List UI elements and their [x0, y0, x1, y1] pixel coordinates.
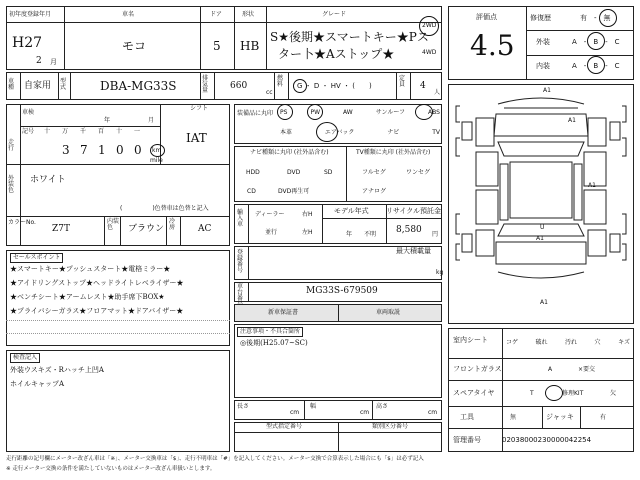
equip-pw: PW: [310, 109, 321, 116]
era-year: H27: [12, 35, 43, 51]
navi-dvd: DVD: [287, 169, 301, 176]
spare-tire-label: スペアタイヤ: [453, 389, 495, 397]
inspection-month-unit: 月: [148, 117, 155, 124]
sales-points-label: セールスポイント: [10, 253, 63, 263]
car-diagram: [448, 84, 634, 324]
exterior-grade-label: 外装: [536, 38, 550, 46]
kg-unit: kg: [436, 269, 444, 276]
damage-a1-hood: A1: [568, 117, 576, 124]
cc-unit: cc: [266, 89, 273, 96]
odometer-label: 走行: [8, 139, 15, 152]
spare-tire-circle: [545, 385, 563, 401]
equip-ps: PS: [280, 109, 288, 116]
odometer-digits: 3 7 1 0 0: [62, 143, 142, 157]
category-label: 類別区分番号: [372, 423, 409, 430]
type-designation-label: 型式指定番号: [266, 423, 303, 430]
damage-a1-front: A1: [543, 87, 551, 94]
model-year-unit: 年 不明: [346, 231, 377, 238]
navi-hdd: HDD: [246, 169, 260, 176]
shift-type: IAT: [186, 131, 207, 145]
tv-type-label: TV種類に丸印 (社外品含む): [356, 149, 431, 156]
recycle-fee: 8,580: [396, 225, 422, 235]
chassis-label: 車台番: [237, 283, 244, 302]
exterior-b-circle: [587, 32, 605, 50]
model-code: DBA-MG33S: [100, 79, 177, 93]
exterior-color-label: 外装色: [8, 175, 15, 194]
spare-tire-t: T: [530, 390, 534, 397]
manual-label: 車両取説: [376, 309, 401, 316]
new-warranty-label: 新車保証書: [268, 309, 299, 316]
drive-2wd: 2WD: [422, 22, 437, 29]
sales-point-4: ★プライバシーガラス★フロアマット★ドアバイザー★: [10, 307, 184, 315]
fuel-label: 燃料: [277, 75, 284, 88]
color-code: Z7T: [52, 224, 70, 234]
navi-type-label: ナビ種類に丸印 (社外品含む): [250, 149, 329, 156]
tv-oneseg: ワンセグ: [406, 169, 431, 176]
front-glass-label: フロントガラス: [453, 365, 502, 373]
pw-circle: [307, 104, 323, 120]
car-name-label: 車名: [122, 11, 135, 18]
reg-number-label: 登録番号: [237, 249, 244, 274]
recycle-fee-label: リサイクル預託金: [386, 207, 442, 215]
usage-type: 自家用: [24, 81, 52, 91]
length-label: 長さ: [237, 403, 250, 410]
equip-sunroof: サンルーフ: [375, 109, 406, 116]
drive-4wd: 4WD: [422, 49, 437, 56]
color-change-note: ( )色替車は色替と記入: [120, 205, 209, 212]
interior-grade-label: 内装: [536, 62, 550, 70]
odometer-place-labels: 記号 十 万 千 百 十 一: [22, 128, 141, 135]
equip-leather: 本革: [280, 129, 293, 136]
steering-left: 左H: [302, 229, 313, 236]
damage-a1-bumper: A1: [540, 299, 548, 306]
tools-label: 工具: [460, 413, 474, 421]
sales-point-3: ★ベンチシート★アームレスト★助手席下BOX★: [10, 293, 165, 301]
width-label: 幅: [310, 403, 317, 410]
tools-value: 無: [510, 414, 517, 421]
damage-a1-rear: A1: [536, 235, 544, 242]
damage-a1-right: A1: [588, 182, 596, 189]
color-code-label: カラーNo.: [8, 219, 36, 226]
equip-aw: AW: [343, 109, 353, 116]
shape-label: 形状: [242, 11, 255, 18]
sales-point-2: ★アイドリングストップ★ヘッドライトレベライザー★: [10, 279, 184, 287]
interior-grade-options: A - B - C: [572, 62, 620, 70]
model-label: 型式: [60, 78, 67, 91]
repair-none-circle: [599, 9, 617, 27]
repair-history-label: 修復歴: [530, 14, 551, 22]
sales-point-1: ★スマートキー★プッシュスタート★電格ミラー★: [10, 265, 171, 273]
grade-label: グレード: [322, 11, 347, 18]
tv-fullseg: フルセグ: [362, 169, 386, 176]
month-unit: 月: [50, 58, 57, 66]
jack-value: 有: [600, 414, 607, 421]
shift-label: シフト: [190, 105, 209, 112]
grade-line-1: S★後期★スマートキー★Pス: [270, 30, 429, 44]
fuel-options: G ・ D ・ HV ・ ( ): [297, 82, 372, 90]
abs-circle: [415, 104, 433, 120]
dimensions-row: [234, 400, 442, 420]
spare-tire-missing: 欠: [610, 390, 617, 397]
spec-row: [6, 72, 442, 100]
inspector-note-2: ホイルキャップA: [10, 380, 65, 388]
repair-history-options: 有 - 無: [580, 14, 611, 22]
door-count: 5: [213, 39, 221, 53]
airbag-circle: [316, 122, 338, 142]
footer-note-1: 走行距離の記号欄にメーター改ざん車は「※」、メーター交換車は「$」、走行不明車は「#」を記入してください。メーター交換で合算表示した場合にも「$」は必ず記入: [6, 456, 424, 462]
front-glass-a: A: [548, 366, 553, 373]
interior-seat-options: コゲ 破れ 汚れ 穴 キズ: [506, 339, 630, 346]
navi-sd: SD: [324, 169, 333, 176]
reg-year-label: 初年度登録年月: [9, 11, 52, 18]
equipment-label: 装備品に丸印: [237, 110, 274, 117]
tv-analog: アナログ: [362, 188, 387, 195]
footer-note-2: ※ 走行メーター交換の条件を満たしていないものはメーター改ざん車扱いとします。: [6, 466, 216, 472]
model-year-label: モデル年式: [334, 207, 369, 215]
interior-seat-label: 室内シート: [453, 336, 488, 344]
inspection-label: 車検: [22, 109, 35, 116]
import-label: 輸入車: [237, 209, 244, 228]
body-shape: HB: [240, 39, 260, 53]
control-number: 02038000230000042254: [502, 436, 592, 444]
spare-tire-kit: 修理KIT: [562, 390, 584, 397]
front-glass-replace: ×要交: [578, 366, 596, 373]
equip-tv: TV: [432, 129, 440, 136]
import-parallel: 並行: [265, 229, 278, 236]
width-unit: cm: [360, 409, 370, 416]
equip-abs: ABS: [428, 109, 440, 116]
inspection-year-unit: 年: [104, 117, 111, 124]
height-label: 高さ: [376, 403, 389, 410]
navi-dvd-play: DVD再生可: [278, 188, 310, 195]
interior-color-label: 内装色: [107, 218, 120, 231]
yen-unit: 円: [432, 231, 439, 238]
exterior-color: ホワイト: [30, 175, 66, 185]
exterior-grade-options: A - B - C: [572, 38, 620, 46]
capacity: 4: [420, 81, 426, 91]
height-unit: cm: [428, 409, 438, 416]
ac-label: 冷房: [169, 218, 176, 231]
usage-type-label: 車種: [8, 78, 15, 91]
interior-color: ブラウン: [128, 224, 165, 234]
notes-text: ◎後期(H25.07~SC): [240, 339, 308, 347]
import-dealer: ディーラー: [255, 211, 285, 218]
damage-u-rear: U: [540, 224, 545, 231]
odometer-km-unit: km: [152, 147, 162, 154]
interior-b-circle: [587, 56, 605, 74]
grade-line-2: ター卜★Aストップ★: [278, 47, 395, 61]
jack-label: ジャッキ: [546, 413, 574, 421]
score-label: 評価点: [476, 13, 497, 21]
inspector-note-1: 外装ウスキズ・Rハッチ上凹A: [10, 366, 104, 374]
navi-cd: CD: [247, 188, 256, 195]
ac-type: AC: [198, 224, 212, 234]
equipment-row-2: [280, 130, 440, 136]
length-unit: cm: [290, 409, 300, 416]
capacity-label: 定員: [399, 75, 406, 88]
max-load-label: 最大積載量: [396, 247, 431, 255]
km-circle: [150, 144, 165, 157]
evaluation-score: 4.5: [470, 29, 515, 62]
control-number-label: 管理番号: [453, 436, 481, 444]
equip-navi: ナビ: [387, 129, 400, 136]
equip-airbag: エアバック: [324, 129, 355, 136]
notes-label: 注意事項・不具合箇所: [237, 327, 303, 337]
ps-circle: [277, 104, 293, 120]
inspector-notes-label: 検査記入: [10, 353, 40, 363]
displacement: 660: [230, 81, 248, 91]
reg-month: 2: [36, 56, 42, 66]
displacement-label: 排気量: [202, 75, 209, 94]
odometer-mile-unit: mile: [150, 157, 163, 164]
door-label: ドア: [210, 11, 222, 18]
steering-right: 右H: [302, 211, 313, 218]
car-name: モコ: [122, 39, 147, 53]
capacity-unit: 人: [434, 89, 441, 96]
chassis-number: MG33S-679509: [306, 286, 378, 296]
